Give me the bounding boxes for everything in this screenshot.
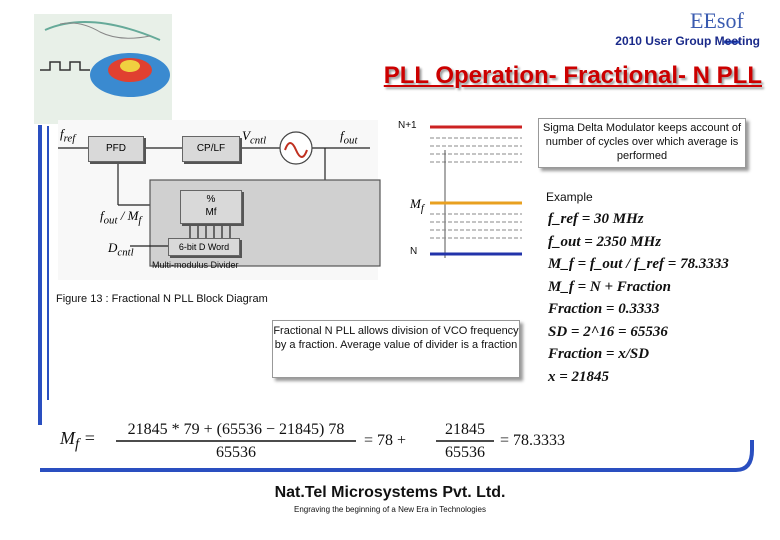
figure-caption: Figure 13 : Fractional N PLL Block Diagram (56, 293, 268, 305)
dword-block: 6-bit D Word (168, 238, 240, 256)
formula-numerator-1: 21845 * 79 + (65536 − 21845) 78 (127, 421, 345, 438)
equation-line: f_out = 2350 MHz (548, 233, 662, 250)
equation-line: M_f = f_out / f_ref = 78.3333 (548, 256, 729, 272)
mmd-label: Multi-modulus Divider (152, 260, 239, 270)
pfd-block: PFD (88, 136, 144, 162)
formula-numerator-2: 21845 (445, 421, 485, 438)
formula-lhs: $M_f$ = (60, 428, 96, 453)
fref-label: $f_{ref}$ (60, 126, 76, 145)
example-heading: Example (546, 190, 593, 204)
formula-middle: = 78 + (364, 432, 407, 449)
fractional-note: Fractional N PLL allows division of VCO frequency by a fraction. Average value of divider is a fraction (272, 320, 520, 378)
pulse-trains (430, 127, 522, 258)
sigma-delta-note: Sigma Delta Modulator keeps account of number of cycles over which average is performed (538, 118, 746, 168)
formula-denominator-1: 65536 (216, 444, 256, 461)
n-plus-1-label: N+1 (398, 120, 417, 131)
slide-title: PLL Operation- Fractional- N PLL (383, 62, 762, 89)
example-equations (548, 208, 729, 388)
formula-result: = 78.3333 (500, 432, 566, 449)
mf-pulse-label: $M_f$ (410, 196, 424, 215)
event-name: 2010 User Group Meeting (615, 34, 760, 48)
fout-over-mf-label: $f_{out} / M_f$ (100, 208, 142, 227)
fout-label: $f_{out}$ (340, 128, 358, 147)
footer-company: Nat.Tel Microsystems Pvt. Ltd. (274, 484, 506, 501)
divider-block: % Mf (180, 190, 242, 224)
equation-line: f_ref = 30 MHz (548, 211, 644, 227)
equation-line: Fraction = 0.3333 (548, 301, 660, 317)
n-label: N (410, 246, 418, 257)
dcntl-label: $D_{cntl}$ (108, 240, 134, 259)
cplf-block: CP/LF (182, 136, 240, 162)
formula-denominator-2: 65536 (445, 444, 485, 461)
logo-graphic (34, 14, 172, 124)
equation-line: M_f = N + Fraction (548, 278, 671, 295)
brand-logo-text: EEsof (690, 8, 744, 33)
equation-line: x = 21845 (548, 368, 610, 385)
equation-line: Fraction = x/SD (548, 346, 650, 362)
vctrl-label: $V_{cntl}$ (242, 128, 267, 147)
footer-tagline: Engraving the beginning of a New Era in Technologies (294, 505, 486, 514)
equation-line: SD = 2^16 = 65536 (548, 323, 668, 340)
